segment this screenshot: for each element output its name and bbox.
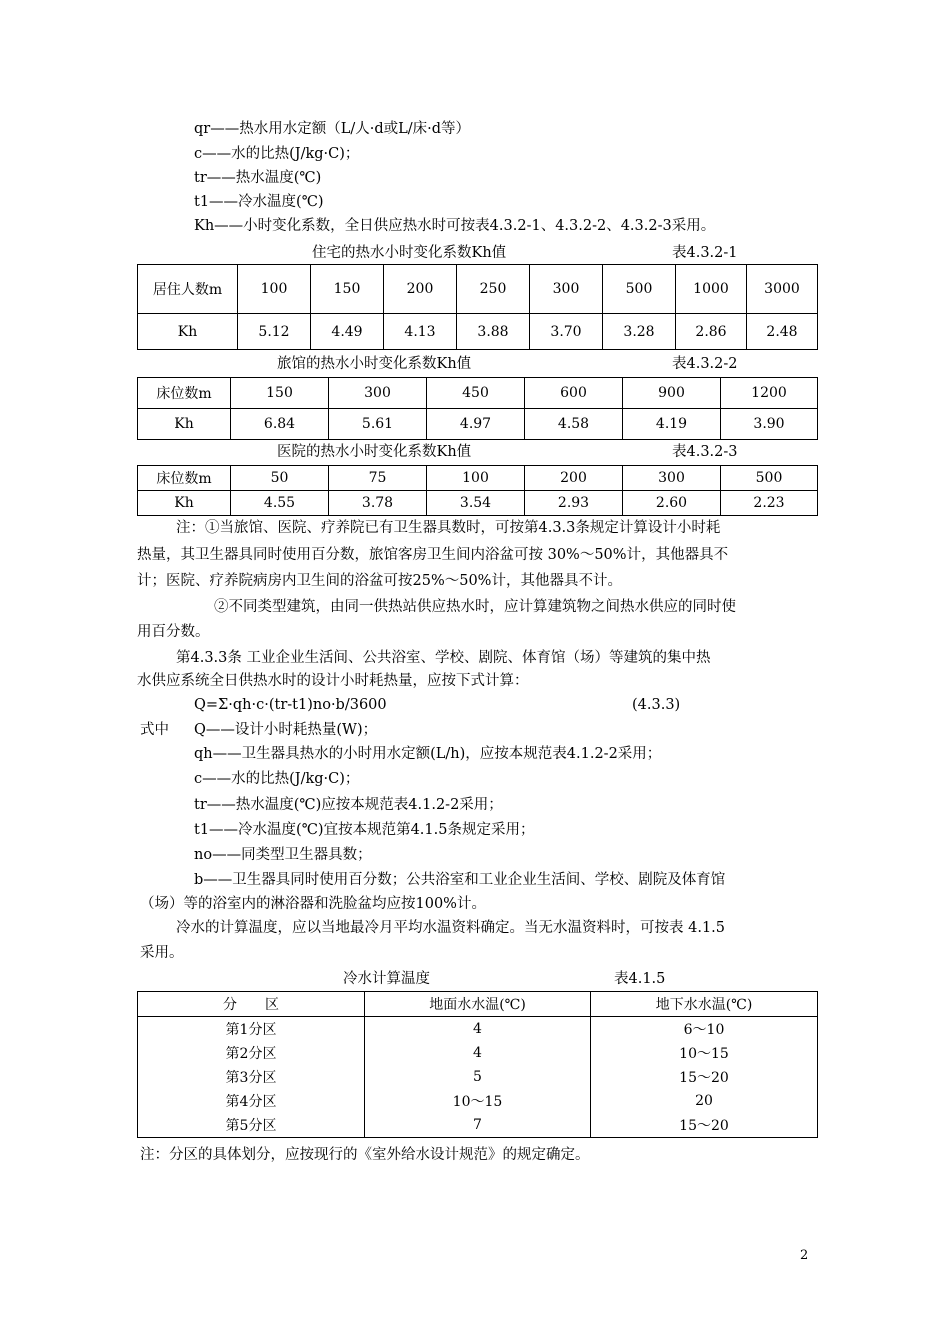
table3-title: 医院的热水小时变化系数Kh值 — [277, 444, 472, 460]
def-t1: t1——冷水温度(℃) — [194, 194, 324, 210]
def-tr2: tr——热水温度(℃)应按本规范表4.1.2-2采用； — [194, 797, 503, 813]
table-header-cell: 地面水水温(℃) — [365, 992, 591, 1017]
table1-label: 表4.3.2-1 — [672, 245, 738, 261]
table-cell: 10～15 — [591, 1041, 818, 1065]
table-cell: Kh — [138, 409, 231, 440]
cold-para-line: 冷水的计算温度，应以当地最冷月平均水温资料确定。当无水温资料时，可按表 4.1.5 — [176, 920, 726, 936]
table-header-cell: 100 — [427, 466, 525, 491]
def-c: c——水的比热(J/kg·C)； — [194, 146, 360, 162]
table-cell: 3.78 — [329, 491, 427, 516]
table-cell: 4.19 — [623, 409, 721, 440]
table-header-cell: 1000 — [676, 265, 747, 314]
table-header-cell: 250 — [457, 265, 530, 314]
table-header-cell: 200 — [384, 265, 457, 314]
table-header-cell: 50 — [231, 466, 329, 491]
table4-title: 冷水计算温度 — [343, 971, 430, 987]
table-cell: Kh — [138, 314, 238, 350]
table-cell: 7 — [365, 1113, 591, 1138]
table-hotel-kh — [137, 377, 818, 440]
table-cell: 2.93 — [525, 491, 623, 516]
table-header-cell: 150 — [311, 265, 384, 314]
table-header-cell: 500 — [603, 265, 676, 314]
table-header-cell: 1200 — [721, 378, 818, 409]
table-header-cell: 150 — [231, 378, 329, 409]
table-cell: 5 — [365, 1065, 591, 1089]
table-residential-kh — [137, 264, 818, 350]
table-cell: 第2分区 — [138, 1041, 365, 1065]
table-hospital-kh — [137, 465, 818, 516]
table-header-cell: 200 — [525, 466, 623, 491]
table-cell: 6.84 — [231, 409, 329, 440]
table-cell: 4.97 — [427, 409, 525, 440]
table-cell: 5.61 — [329, 409, 427, 440]
table-cell: 6～10 — [591, 1017, 818, 1042]
table-cell: 4.13 — [384, 314, 457, 350]
table-cell: 15～20 — [591, 1113, 818, 1138]
table-cell: Kh — [138, 491, 231, 516]
table-cold-water-temp — [137, 991, 818, 1138]
table-cell: 20 — [591, 1089, 818, 1113]
table-header-cell: 地下水水温(℃) — [591, 992, 818, 1017]
table-cell: 3.88 — [457, 314, 530, 350]
table2-label: 表4.3.2-2 — [672, 356, 738, 372]
table-cell: 3.28 — [603, 314, 676, 350]
table-header-cell: 100 — [238, 265, 311, 314]
note1-line: 计；医院、疗养院病房内卫生间的浴盆可按25%～50%计，其他器具不计。 — [137, 573, 622, 589]
table-cell: 3.90 — [721, 409, 818, 440]
table-header-cell: 分 区 — [138, 992, 365, 1017]
cold-para-line: 采用。 — [140, 945, 184, 961]
note1-line: 注：①当旅馆、医院、疗养院已有卫生器具数时，可按第4.3.3条规定计算设计小时耗 — [176, 520, 721, 536]
table-cell: 4.49 — [311, 314, 384, 350]
table-header-cell: 600 — [525, 378, 623, 409]
note2: 注：分区的具体划分，应按现行的《室外给水设计规范》的规定确定。 — [140, 1147, 590, 1163]
formula: Q=Σ·qh·c·(tr-t1)no·b/3600 — [194, 697, 387, 713]
table-cell: 2.86 — [676, 314, 747, 350]
table-cell: 3.70 — [530, 314, 603, 350]
table-header-cell: 450 — [427, 378, 525, 409]
note1-line: 热量，其卫生器具同时使用百分数，旅馆客房卫生间内浴盆可按 30%～50%计，其他器具不 — [137, 547, 729, 563]
page-number: 2 — [800, 1248, 809, 1263]
table-cell: 4 — [365, 1041, 591, 1065]
table-header-cell: 300 — [329, 378, 427, 409]
table-header-cell: 床位数m — [138, 466, 231, 491]
def-c2: c——水的比热(J/kg·C)； — [194, 771, 360, 787]
note1-line: 用百分数。 — [137, 624, 210, 640]
table-header-cell: 床位数m — [138, 378, 231, 409]
def-tr: tr——热水温度(℃) — [194, 170, 322, 186]
def-Q: Q——设计小时耗热量(W)； — [194, 722, 378, 738]
def-t1-2: t1——冷水温度(℃)宜按本规范第4.1.5条规定采用； — [194, 822, 535, 838]
table-cell: 第3分区 — [138, 1065, 365, 1089]
def-no: no——同类型卫生器具数； — [194, 847, 372, 863]
table4-label: 表4.1.5 — [614, 971, 666, 987]
table-cell: 10～15 — [365, 1089, 591, 1113]
table3-label: 表4.3.2-3 — [672, 444, 738, 460]
where-label: 式中 — [140, 722, 169, 738]
def-b: b——卫生器具同时使用百分数；公共浴室和工业企业生活间、学校、剧院及体育馆 — [194, 872, 726, 888]
note1-line: ②不同类型建筑，由同一供热站供应热水时，应计算建筑物之间热水供应的同时使 — [214, 599, 736, 615]
table-cell: 第4分区 — [138, 1089, 365, 1113]
clause-line: 第4.3.3条 工业企业生活间、公共浴室、学校、剧院、体育馆（场）等建筑的集中热 — [176, 650, 711, 666]
clause-line: 水供应系统全日供热水时的设计小时耗热量，应按下式计算： — [137, 673, 529, 689]
table-header-cell: 3000 — [747, 265, 818, 314]
table-cell: 2.23 — [721, 491, 818, 516]
table1-title: 住宅的热水小时变化系数Kh值 — [312, 245, 507, 261]
table-header-cell: 300 — [530, 265, 603, 314]
table-cell: 2.60 — [623, 491, 721, 516]
table-cell: 5.12 — [238, 314, 311, 350]
table-cell: 15～20 — [591, 1065, 818, 1089]
table-header-cell: 500 — [721, 466, 818, 491]
table-header-cell: 居住人数m — [138, 265, 238, 314]
table-header-cell: 75 — [329, 466, 427, 491]
def-b-cont: （场）等的浴室内的淋浴器和洗脸盆均应按100%计。 — [140, 896, 486, 912]
table-cell: 第1分区 — [138, 1017, 365, 1042]
def-kh: Kh——小时变化系数，全日供应热水时可按表4.3.2-1、4.3.2-2、4.3.2-3采用。 — [194, 218, 716, 234]
formula-number: (4.3.3) — [632, 697, 681, 713]
table2-title: 旅馆的热水小时变化系数Kh值 — [277, 356, 472, 372]
def-qr: qr——热水用水定额（L/人·d或L/床·d等） — [194, 121, 471, 137]
table-cell: 3.54 — [427, 491, 525, 516]
def-qh: qh——卫生器具热水的小时用水定额(L/h)，应按本规范表4.1.2-2采用； — [194, 746, 662, 762]
table-cell: 2.48 — [747, 314, 818, 350]
table-cell: 4.58 — [525, 409, 623, 440]
table-header-cell: 900 — [623, 378, 721, 409]
table-cell: 4.55 — [231, 491, 329, 516]
table-cell: 4 — [365, 1017, 591, 1042]
table-cell: 第5分区 — [138, 1113, 365, 1138]
table-header-cell: 300 — [623, 466, 721, 491]
